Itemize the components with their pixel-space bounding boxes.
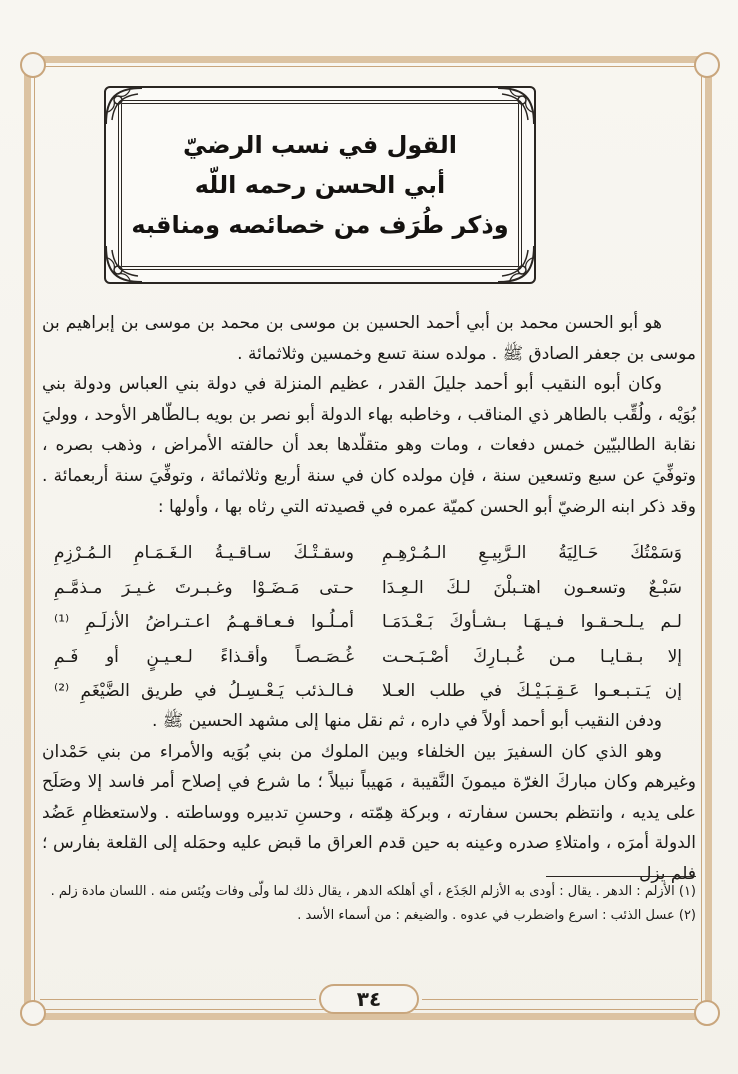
footnote: (٢) عسل الذئب : اسرع واضطرب في عدوه . والضيغم : من أسماء الأسد .	[297, 908, 696, 923]
title-line-1: القول في نسب الرضيّ	[183, 131, 457, 159]
paragraph: وهو الذي كان السفيرَ بين الخلفاء وبين الملوك من بني بُوَيه والأمراء من بني حَمْدان وغيرهم وكان مباركَ الغرّة ميمونَ النَّقيبة ، مَهيباً نبيلاً ؛ ما شرع في إصلاح أمر فاسد إلا وصَلَح على يديه ، وانتظم بحسن سفارته ، وبركة هِمّته ، وحسنِ تدبيره ووساطته . ولاستعظامِ عَضُد الدولة أمرَه ، وامتلاءِ صدره وعينه به حين قدم العراق ما قبض عليه وحمَله إلى القلعة بفارس ؛ فلم يزل	[42, 741, 696, 884]
verse-second-hemistich: حـتى مَـضَـوْا وغـبـرتَ غـيـرَ مـذمَّـمِ	[54, 577, 354, 598]
verse-first-hemistich: وَسَمْتُكَ حَـالِيَةُ الـرَّبِيـعِ الـمُـرْهِـمِ	[382, 543, 682, 563]
verse-first-hemistich: إلا بـقـايـا مـن غُـبـارِكَ أصْـبَـحـت	[382, 646, 682, 667]
verse-second-hemistich: أمـلُـوا فـعـاقـهـمُ اعـتـراضُ الأزلَـمِ ⁽¹⁾	[54, 612, 354, 632]
footnote: (١) الأزلم : الدهر . يقال : أودى به الأزلم الجَذَع ، أي أهلكه الدهر ، يقال ذلك لما ولّى وفات ويُئس منه . اللسان مادة زلم .	[50, 884, 696, 899]
main-text-block	[42, 308, 696, 522]
paragraph: ودفن النقيب أبو أحمد أولاً في داره ، ثم نقل منها إلى مشهد الحسين ﷺ .	[151, 711, 662, 731]
frame-corner-ornament-icon	[20, 1000, 46, 1026]
poem-verse	[54, 674, 682, 709]
verse-second-hemistich: وسقـتْـكَ سـاقـيـةُ الـغَـمَـامِ الـمُـرْزِمِ	[54, 543, 354, 563]
chapter-title-cartouche	[104, 86, 536, 284]
verse-second-hemistich: فـالـذئب يَـعْـسِـلُ في طريق الضَّيْغَمِ ⁽²⁾	[54, 681, 354, 701]
verse-first-hemistich: إن يَـتـبـعـوا عَـقِـبَـيْـكَ في طلب العـلا	[382, 681, 682, 701]
title-line-3: وذكر طُرَف من خصائصه ومناقبه	[131, 211, 509, 239]
frame-corner-ornament-icon	[694, 52, 720, 78]
chapter-title	[118, 100, 522, 270]
title-line-2: أبي الحسن رحمه اللّه	[194, 171, 446, 199]
poem-verse	[54, 605, 682, 640]
footnote-divider	[546, 876, 696, 877]
paragraph: وكان أبوه النقيب أبو أحمد جليلَ القدر ، عظيم المنزلة في دولة بني العباس ودولة بني بُوَيْه ، ولُقِّب بالطاهر ذي المناقب ، وخاطبه بهاء الدولة أبو نصر بن بويه بـالطّاهر الأوحد ، ووليَ نقابة الطالبيّين خمس دفعات ، ومات وهو متقلّدها بعد أن حالفته الأمراض ، وذهب بصره ، وتوفِّيَ عن سبع وتسعين سنة ، فإن مولده كان في سنة أربع وثلاثمائة ، وتوفِّيَ سنة أربعمائة . وقد ذكر ابنه الرضيّ أبو الحسن كميّة عمره في قصيدته التي رثاه بها ، وأولها :	[42, 374, 696, 517]
footnotes	[42, 880, 696, 928]
paragraph: هو أبو الحسن محمد بن أبي أحمد الحسين بن موسى بن محمد بن موسى بن إبراهيم بن موسى بن جعفر الصادق ﷺ . مولده سنة تسع وخمسين وثلاثمائة .	[42, 313, 696, 364]
verse-first-hemistich: سَبْـعٌ وتسعـون اهتـبلْنَ لـكَ الـعِـدَا	[382, 577, 682, 598]
poem-block	[54, 536, 682, 709]
main-text-block-continued	[42, 706, 696, 890]
page-number-rule-left	[40, 999, 316, 1000]
page-number: ٣٤	[319, 984, 419, 1014]
page-number-rule-right	[422, 999, 698, 1000]
poem-verse	[54, 536, 682, 571]
poem-verse	[54, 571, 682, 606]
frame-corner-ornament-icon	[20, 52, 46, 78]
verse-first-hemistich: لـم يـلـحـقـوا فـيـهَـا بـشـأوكَ بَـعْـدَمَـا	[382, 612, 682, 632]
verse-second-hemistich: غُـصَـصـاً وأقـذاءً لـعـيـنٍ أو فَـمِ	[54, 646, 354, 667]
poem-verse	[54, 640, 682, 675]
frame-corner-ornament-icon	[694, 1000, 720, 1026]
